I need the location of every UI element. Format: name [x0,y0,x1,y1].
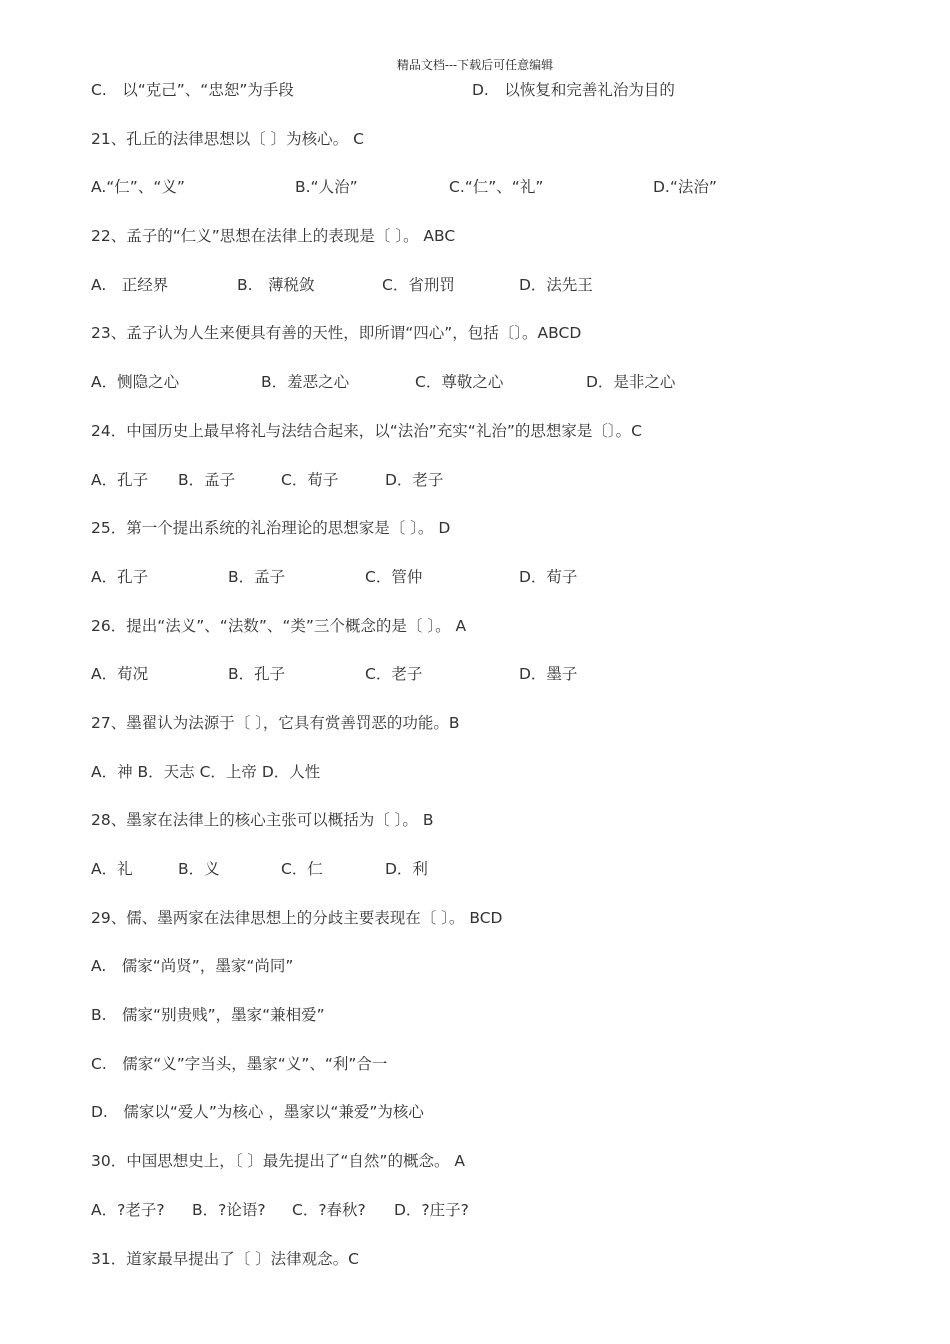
option-d: D．老子 [385,470,444,489]
options-line [91,1196,910,1245]
option-d: D．利 [385,860,428,878]
question-23: 23、孟子认为人生来便具有善的天性，即所谓“四心”，包括〔〕。ABCD [91,324,582,343]
document-body [91,76,910,1293]
option-d: D. 以恢复和完善礼治为目的 [472,81,675,99]
option-a: A．孔子 [91,567,149,586]
question-21: 21、孔丘的法律思想以〔 〕为核心。 C [91,129,364,148]
option-a: A. 正经界 [91,275,169,294]
option-c: C．老子 [365,665,423,684]
option-d: D．墨子 [519,665,578,684]
option-b: B. 薄税敛 [237,275,315,294]
option-b: B．义 [178,860,220,878]
option-a: A．礼 [91,860,133,878]
option-c: C．省刑罚 [382,275,455,294]
page-header: 精品文档---下载后可任意编辑 [396,58,554,72]
option-a: A．孔子 [91,470,149,489]
option-b: B. 儒家“别贵贱”，墨家“兼相爱” [91,1006,325,1025]
options-line [91,660,910,709]
option-c: C．仁 [281,860,323,878]
option-b: B．孟子 [228,567,286,586]
option-b: B．羞恶之心 [261,373,350,392]
options-line [91,855,910,904]
option-b: B．孟子 [178,470,236,489]
question-24: 24．中国历史上最早将礼与法结合起来，以“法治”充实“礼治”的思想家是〔〕。C [91,421,642,440]
option-c: C. 以“克己”、“忠恕”为手段 [91,81,294,99]
question-28: 28、墨家在法律上的核心主张可以概括为〔 〕。 B [91,811,434,830]
option-a: A.“仁”、“义” [91,178,185,197]
option-d: D．是非之心 [586,373,676,392]
option-c: C．荀子 [281,470,339,489]
options-line [91,173,910,222]
option-c: C．尊敬之心 [415,373,504,392]
option-d: D．荀子 [519,567,578,586]
question-25: 25．第一个提出系统的礼治理论的思想家是〔 〕。 D [91,519,451,538]
options-line [91,368,910,417]
question-26: 26．提出“法义”、“法数”、“类”三个概念的是〔 〕。 A [91,616,467,635]
options-line [91,271,910,320]
option-a: A．恻隐之心 [91,373,180,392]
options-line [91,466,910,515]
question-31: 31．道家最早提出了〔 〕法律观念。C [91,1249,359,1268]
question-22: 22、孟子的“仁义”思想在法律上的表现是〔 〕。 ABC [91,227,456,246]
options-line [91,76,910,125]
option-c: C.“仁”、“礼” [449,178,544,197]
question-27: 27、墨翟认为法源于〔 〕，它具有赏善罚恶的功能。B [91,713,460,732]
option-c: C. 儒家“义”字当头，墨家“义”、“利”合一 [91,1054,388,1073]
option-d: D.“法治” [653,178,717,197]
option-a: A．?老子? [91,1200,165,1219]
options-line: A．神 B．天志 C．上帝 D．人性 [91,762,321,781]
option-a: A. 儒家“尚贤”，墨家“尚同” [91,957,294,976]
option-b: B.“人治” [295,178,358,197]
question-29: 29、儒、墨两家在法律思想上的分歧主要表现在〔 〕。 BCD [91,908,503,927]
option-c: C．管仲 [365,567,423,586]
option-a: A．荀况 [91,665,149,684]
options-line [91,563,910,612]
question-30: 30．中国思想史上，〔 〕最先提出了“自然”的概念。 A [91,1152,465,1171]
option-b: B．?论语? [192,1200,266,1219]
option-b: B．孔子 [228,665,286,684]
option-c: C．?春秋? [292,1200,366,1219]
option-d: D. 儒家以“爱人”为核心 ，墨家以“兼爱”为核心 [91,1103,424,1122]
option-d: D．?庄子? [394,1200,469,1219]
option-d: D．法先王 [519,275,593,294]
